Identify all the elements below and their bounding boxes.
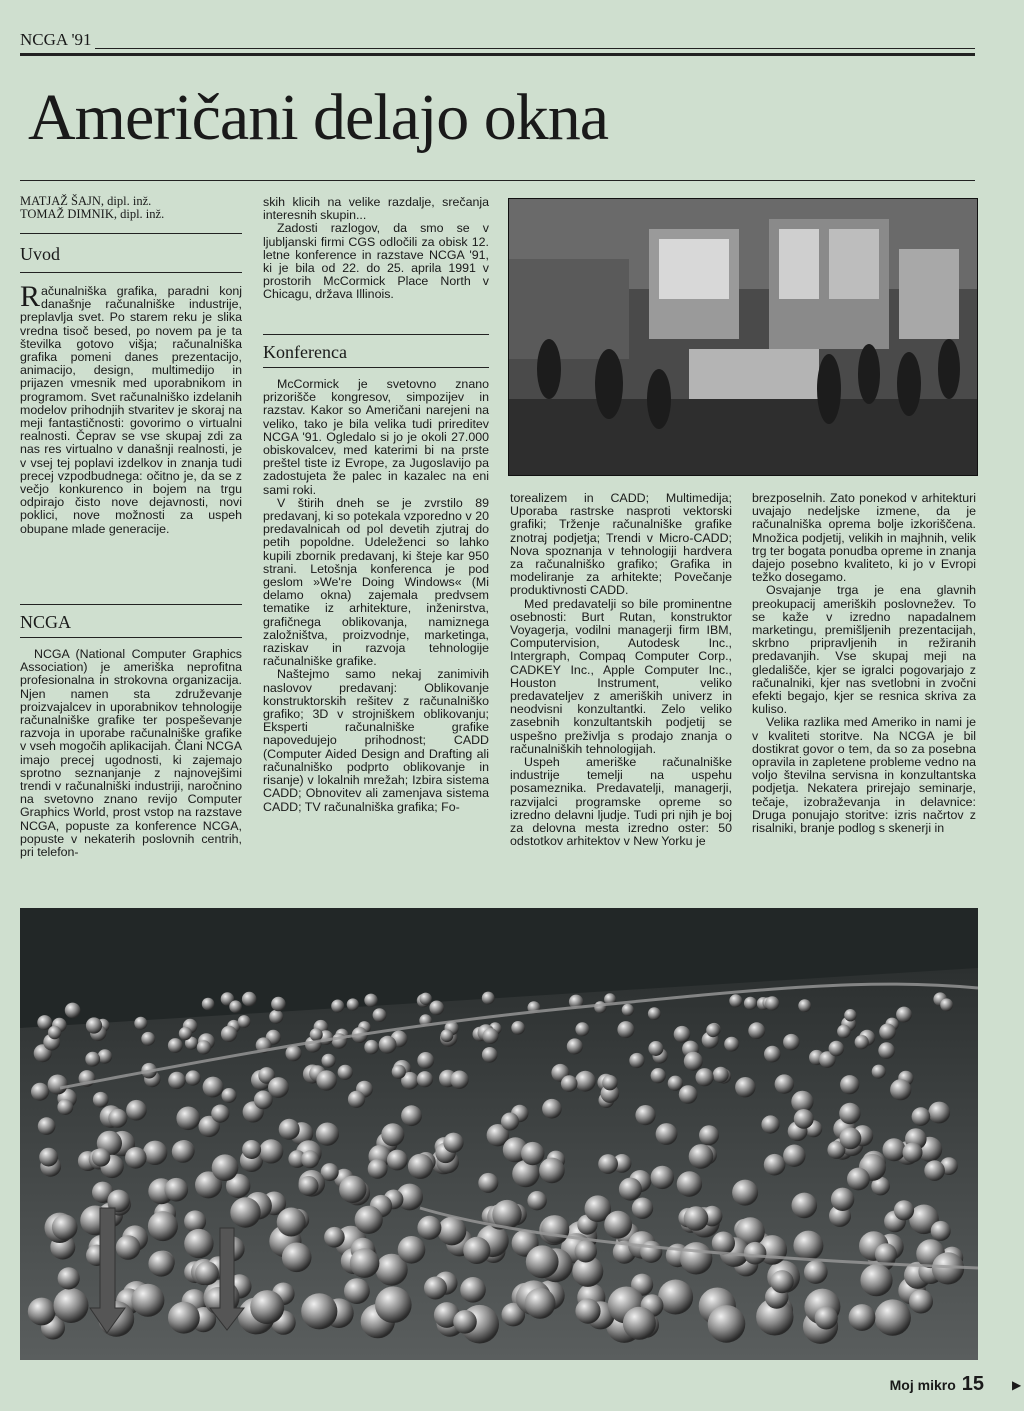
sphere-mark [108, 1109, 127, 1128]
sphere-mark [417, 1216, 441, 1240]
paragraph: V štirih dneh se je zvrstilo 89 predavanj, ki so potekala vzporedno v 20 predavalnicah od pol devetih zjutraj do petih popoldne. Udeleženci so lahko kupili zbornik predavanj, ki šteje kar 950 strani. Letošnja konferenca je pod geslom »We're Doing Windows« (Mi delamo okna) zajemala predvsem tematike iz arhitekture, inženirstva, grafičnega oblikovanja, namiznega založništva, proizvodnje, marketinga, raziskav in razvoja tehnologije računalniške grafike. [263, 495, 489, 669]
sphere-mark [771, 1270, 794, 1293]
sphere-mark [453, 1310, 477, 1334]
sphere-mark [92, 1148, 110, 1166]
sphere-mark [339, 1176, 366, 1203]
col2-body [263, 378, 489, 893]
sphere-mark [640, 1241, 662, 1263]
sphere-mark [764, 1046, 781, 1063]
sphere-mark [179, 1027, 192, 1040]
sphere-mark [350, 1248, 380, 1278]
sphere-mark [890, 1079, 911, 1100]
sphere-mark [539, 1158, 565, 1184]
sphere-mark [242, 992, 257, 1007]
city-model-drawing [20, 908, 978, 1360]
sphere-mark [501, 1113, 519, 1131]
sphere-mark [940, 998, 953, 1011]
article-title: Američani delajo okna [28, 81, 609, 154]
sphere-mark [116, 1235, 141, 1260]
sphere-mark [651, 1068, 666, 1083]
sphere-mark [126, 1100, 147, 1121]
section-rule [20, 272, 242, 273]
sphere-mark [794, 1109, 814, 1129]
sphere-mark [744, 1242, 767, 1265]
sphere-mark [541, 1215, 569, 1243]
drop-cap: R [20, 280, 41, 313]
sphere-mark [879, 1024, 896, 1041]
sphere-mark [420, 993, 432, 1005]
sphere-mark [912, 1107, 931, 1126]
sphere-mark [844, 1009, 856, 1021]
sphere-mark [355, 1206, 383, 1234]
sphere-mark [872, 1065, 886, 1079]
sphere-mark [648, 1041, 663, 1056]
sphere-mark [674, 1026, 691, 1043]
sphere-mark [417, 1052, 434, 1069]
sphere-mark [438, 1217, 467, 1246]
sphere-mark [463, 1237, 490, 1264]
sphere-mark [202, 998, 215, 1011]
paragraph: skih klicih na velike razdalje, srečanja interesnih skupin... [263, 195, 489, 223]
heading-uvod: Uvod [20, 244, 60, 264]
sphere-mark [364, 1040, 378, 1054]
sphere-mark [141, 1032, 155, 1046]
sphere-mark [301, 1293, 337, 1329]
sphere-mark [567, 1038, 583, 1054]
sphere-mark [732, 1180, 758, 1206]
sphere-mark [134, 1017, 147, 1030]
sphere-mark [598, 1154, 618, 1174]
sphere-mark [708, 1305, 746, 1343]
sphere-mark [429, 1001, 444, 1016]
sphere-mark [831, 1188, 854, 1211]
sphere-mark [54, 1288, 89, 1323]
header-rule-thick [20, 53, 975, 56]
sphere-mark [387, 1150, 408, 1171]
sphere-mark [197, 1040, 211, 1054]
section-rule [20, 637, 242, 638]
sphere-mark [575, 1022, 589, 1036]
paragraph: brezposelnih. Zato ponekod v arhitekturi uvajajo nedeljske izmene, da je računalniška oprema bolje izkoriščena. Množica podjetij, velikih in majhnih, velik trg ter bogata ponudba opreme in znanja dajejo posebno kvaliteto, ki jo v Evropi težko dosegamo. [752, 491, 976, 585]
sphere-mark [184, 1210, 206, 1232]
sphere-mark [878, 1042, 895, 1059]
sphere-mark [322, 1054, 336, 1068]
section-rule [263, 367, 489, 368]
ncga-paragraph: NCGA (National Computer Graphics Association) je ameriška neprofitna profesionalna in strokovna organizacija. Njen namen sta združevanje proizvajalcev in uporabnikov tehnologije računalniške grafike ter pospeševanje razvoja in uporabe računalniške grafike v vseh mogočih aplikacijah. Člani NCGA imajo precej ugodnosti, ki zajemajo sprotno seznanjanje z najnovejšimi trendi v računalniški industriji, naročnino na svetovno znano revijo Computer Graphics World, prost vstop na razstave NCGA, popuste za konference NCGA, popuste v nekaterih poslovnih centrih, pri telefon- [20, 647, 242, 860]
exhibition-photo [508, 198, 978, 476]
sphere-mark [324, 1227, 345, 1248]
sphere-mark [924, 1160, 945, 1181]
sphere-mark [316, 1070, 336, 1090]
sphere-mark [373, 1008, 387, 1022]
sphere-mark [143, 1141, 167, 1165]
continue-arrow-icon: ▶ [1012, 1378, 1022, 1392]
sphere-mark [85, 1052, 100, 1067]
sphere-mark [744, 997, 757, 1010]
sphere-mark [268, 1077, 289, 1098]
sphere-mark [815, 1306, 838, 1329]
sphere-mark [38, 1117, 56, 1135]
city-model-render [20, 908, 978, 1360]
sphere-mark [299, 1176, 319, 1196]
sphere-mark [651, 1166, 674, 1189]
header-rule [95, 48, 975, 49]
sphere-mark [125, 1147, 147, 1169]
paragraph: Velika razlika med Ameriko in nami je v kvaliteti storitve. Na NCGA je bil dostikrat govor o tem, da so za posebna opravila in zapletene probleme vedno na voljo številna servisna in konzultantska podjetja. Nekatera prirejajo seminarje, tečaje, izobraževanja in delavnice: Druga ponujajo storitve: izris načrtov z risalniki, branje podlog s skenerji in [752, 715, 976, 836]
sphere-mark [931, 1221, 951, 1241]
paragraph: Naštejmo samo nekaj zanimivih naslovov predavanj: Oblikovanje konstruktorskih rešitev z računalniško grafiko; 3D v strojniškem oblikovanju; Eksperti računalniške grafike napovedujejo prihodnost; CADD (Computer Aided Design and Drafting ali računalniško podprto oblikovanje in risanje) v lokalnih mrežah; Izbira sistema CADD; Obnovitev ali zamenjava sistema CADD; TV računalniška grafika; Fo- [263, 667, 489, 814]
col3-body [510, 492, 732, 892]
sphere-mark [230, 1197, 260, 1227]
sphere-mark [195, 1261, 219, 1285]
sphere-mark [331, 1000, 344, 1013]
sphere-mark [849, 1304, 876, 1331]
sphere-mark [184, 1229, 213, 1258]
sphere-mark [338, 1065, 353, 1080]
sphere-mark [793, 1231, 823, 1261]
sphere-mark [575, 1071, 596, 1092]
sphere-mark [212, 1154, 239, 1181]
paragraph: McCormick je svetovno znano prizorišče kongresov, simpozijev in razstav. Kakor so Američani narejeni na veliko, tako je bila velika tudi prireditev NCGA '91. Ogledalo si jo je okoli 27.000 obiskovalcev, med katerimi bi na prste preštel tiste iz Evrope, za Jugoslavijo pa zadostujeta že palec in kazalec na eni sami roki. [263, 377, 489, 497]
sphere-mark [883, 1138, 906, 1161]
sphere-mark [526, 1245, 559, 1278]
sphere-mark [185, 1070, 200, 1085]
sphere-mark [441, 1029, 454, 1042]
sphere-mark [148, 1211, 178, 1241]
sphere-mark [594, 1001, 606, 1013]
sphere-mark [148, 1251, 174, 1277]
sphere-mark [658, 1280, 693, 1315]
sphere-mark [282, 1243, 312, 1273]
sphere-mark [677, 1171, 702, 1196]
sphere-mark [424, 1277, 447, 1300]
sphere-mark [417, 1071, 433, 1087]
sphere-mark [31, 1083, 49, 1101]
exhibition-photo-drawing [509, 199, 977, 475]
sphere-mark [575, 1299, 600, 1324]
col4-body [752, 492, 976, 892]
section-rule [20, 604, 242, 605]
sphere-mark [229, 1000, 242, 1013]
sphere-mark [279, 1119, 300, 1140]
sphere-mark [478, 1173, 498, 1193]
sphere-mark [783, 1034, 799, 1050]
paragraph: Osvajanje trga je ena glavnih preokupacij ameriških poslovnežev. To se kaže v izredno napadalnem marketingu, premišljenih prezentacijah, skrbno pripravljenih in režiranih predavanjih. Vse skupaj meji na gledališče, kjer se igralci pogovarjajo z računalniki, kjer nas svetlobni in zvočni efekti begajo, kjer se resnica skriva za kuliso. [752, 583, 976, 717]
sphere-mark [798, 999, 811, 1012]
sphere-mark [840, 1128, 862, 1150]
sphere-mark [622, 1004, 634, 1016]
page-footer [890, 1373, 984, 1396]
sphere-mark [839, 1103, 860, 1124]
sphere-mark [221, 1026, 237, 1042]
sphere-mark [648, 1007, 661, 1020]
sphere-mark [668, 1076, 683, 1091]
sphere-mark [364, 994, 377, 1007]
sphere-mark [903, 1143, 923, 1163]
sphere-mark [301, 1150, 319, 1168]
sphere-mark [617, 1021, 634, 1038]
sphere-mark [792, 1193, 818, 1219]
sphere-mark [894, 1200, 914, 1220]
sphere-mark [381, 1123, 404, 1146]
sphere-mark [542, 1099, 562, 1119]
sphere-mark [86, 1017, 102, 1033]
sphere-mark [729, 994, 742, 1007]
sphere-mark [840, 1075, 859, 1094]
sphere-mark [238, 1015, 251, 1028]
sphere-mark [860, 1264, 892, 1296]
col2-top [263, 196, 489, 326]
section-rule [20, 233, 242, 234]
byline [20, 195, 242, 221]
sphere-mark [28, 1298, 56, 1326]
sphere-mark [561, 1075, 578, 1092]
sphere-mark [271, 997, 286, 1012]
sphere-mark [696, 1068, 714, 1086]
sphere-mark [259, 1139, 283, 1163]
sphere-mark [379, 1036, 397, 1054]
sphere-mark [392, 1065, 406, 1079]
intro-paragraph: ačunalniška grafika, paradni konj današnje računalniške industrije, preplavlja svet. Po starem reku je slika vredna tisoč besed, po novem pa je ta številka gotovo višja; računalniška grafika pomeni danes prezentacijo, animacijo, design, multimedijo in prijazen vmesnik med uporabnikom in programom. Svet računalniško izdelanih modelov prihodnjih stvaritev je skoraj na meji fantastičnosti: govorimo o virtualni realnosti. Čeprav se vse skupaj zdi za nas res virtualno v današnji realnosti, je v vsej tej poplavi izdelkov in znanja tudi precej vzpodbudnega: očitno je, da se z večjo konkurenco in bojem na trgu odpirajo čisto nove dejavnosti, novi poklici, nove možnosti za uspeh obupane mlade generacije. [20, 284, 242, 536]
paragraph: Zadosti razlogov, da smo se v ljubljanski firmi CGS odločili za obisk 12. letne konference in razstave NCGA '91, ki je bila od 22. do 25. aprila 1991 v prostorih McCormick Place North v Chicagu, država Illinois. [263, 221, 489, 302]
sphere-mark [39, 1148, 58, 1167]
sphere-mark [172, 1140, 194, 1162]
paragraph: Med predavatelji so bile prominentne osebnosti: Burt Rutan, konstruktor Voyagerja, vodilni managerji firm IBM, Computervision, Autodesk Inc., Intergraph, Compaq Computer Corp., CADKEY Inc., Apple Computer Inc., Houston Instrument, veliko predavateljev z ameriških univerz in neodvisni konzultantki. Zelo veliko zasebnih konzultantskih podjetij se uspešno preživlja s prodajo znanja o računalniških tehnologijah. [510, 596, 732, 756]
sphere-mark [623, 1307, 656, 1340]
sphere-mark [222, 1088, 237, 1103]
sphere-mark [765, 996, 779, 1010]
sphere-mark [348, 1091, 365, 1108]
sphere-mark [57, 1099, 73, 1115]
sphere-mark [37, 1015, 52, 1030]
sphere-mark [632, 1198, 653, 1219]
sphere-mark [511, 1021, 525, 1035]
heading-konferenca: Konferenca [263, 342, 347, 362]
sphere-mark [713, 1067, 729, 1083]
sphere-mark [909, 1290, 933, 1314]
paragraph: torealizem in CADD; Multimedija; Uporaba rastrske nasproti vektorski grafiki; Trženje računalniške grafike znotraj podjetja; Trendi v Micro-CADD; Nova spoznanja v tehnologiji hardvera za računalniško grafiko; Grafika in modeliranje za arhitekte; Povečanje produktivnosti CADD. [510, 491, 732, 598]
sphere-mark [575, 1240, 597, 1262]
sphere-mark [680, 1242, 712, 1274]
sphere-mark [689, 1144, 714, 1169]
sphere-mark [203, 1077, 224, 1098]
sphere-mark [837, 1025, 851, 1039]
sphere-mark [629, 1053, 644, 1068]
sphere-mark [635, 1105, 655, 1125]
sphere-mark [804, 1260, 828, 1284]
sphere-mark [344, 1278, 370, 1304]
sphere-mark [168, 1302, 200, 1334]
sphere-mark [269, 1010, 283, 1024]
sphere-mark [398, 1236, 426, 1264]
paragraph: Uspeh ameriške računalniške industrije temelji na uspehu posameznika. Predavatelji, managerji, razvijalci programske opreme so izredno delavni ljudje. Tudi pri njih je boj za delovna mesta izredno oster: 50 odstotkov arhitektov v New Yorku je [510, 755, 732, 849]
sphere-mark [443, 1133, 463, 1153]
sphere-mark [450, 1071, 468, 1089]
sphere-mark [310, 1028, 323, 1041]
sphere-mark [165, 1178, 189, 1202]
sphere-mark [131, 1284, 164, 1317]
author-2: TOMAŽ DIMNIK, dipl. inž. [20, 207, 165, 221]
sphere-mark [679, 1085, 698, 1104]
sphere-mark [52, 1215, 78, 1241]
author-1: MATJAŽ ŠAJN, dipl. inž. [20, 194, 152, 208]
sphere-mark [482, 992, 495, 1005]
magazine-name: Moj mikro [889, 1377, 956, 1393]
sphere-mark [242, 1140, 261, 1159]
sphere-mark [460, 1277, 486, 1303]
sphere-mark [928, 1102, 950, 1124]
sphere-mark [98, 1049, 112, 1063]
sphere-mark [847, 1168, 870, 1191]
sphere-mark [375, 1286, 412, 1323]
sphere-mark [408, 1154, 433, 1179]
sphere-mark [525, 1288, 556, 1319]
sphere-mark [783, 1145, 805, 1167]
running-head: NCGA '91 [20, 30, 92, 49]
sphere-mark [699, 1125, 719, 1145]
sphere-mark [368, 1159, 388, 1179]
sphere-mark [684, 1206, 709, 1231]
sphere-mark [706, 1023, 720, 1037]
sphere-mark [176, 1107, 200, 1131]
sphere-mark [604, 1211, 632, 1239]
sphere-mark [527, 1191, 546, 1210]
sphere-mark [168, 1072, 185, 1089]
sphere-mark [58, 1267, 80, 1289]
sphere-mark [875, 1299, 911, 1335]
section-rule [263, 334, 489, 335]
sphere-mark [277, 1208, 306, 1237]
sphere-mark [829, 1041, 844, 1056]
sphere-mark [896, 1007, 912, 1023]
sphere-mark [483, 1028, 499, 1044]
sphere-mark [316, 1123, 339, 1146]
sphere-mark [48, 1075, 68, 1095]
sphere-mark [748, 1022, 765, 1039]
ncga-text-block [20, 648, 242, 893]
sphere-mark [250, 1290, 284, 1324]
sphere-mark [211, 1105, 229, 1123]
sphere-mark [48, 1026, 61, 1039]
sphere-mark [401, 1105, 422, 1126]
sphere-mark [761, 1115, 779, 1133]
sphere-mark [775, 1074, 794, 1093]
sphere-mark [482, 1047, 498, 1063]
sphere-mark [168, 1038, 183, 1053]
sphere-mark [521, 1142, 544, 1165]
page-number: 15 [961, 1373, 984, 1395]
sphere-mark [619, 1178, 642, 1201]
intro-text-block [20, 280, 242, 595]
sphere-mark [93, 1092, 109, 1108]
title-rule [20, 180, 975, 181]
heading-ncga: NCGA [20, 612, 72, 632]
sphere-mark [855, 1035, 869, 1049]
sphere-mark [65, 1003, 81, 1019]
sphere-mark [764, 1154, 786, 1176]
sphere-mark [347, 998, 359, 1010]
sphere-mark [684, 1052, 703, 1071]
sphere-mark [735, 1077, 755, 1097]
sphere-mark [656, 1123, 678, 1145]
sphere-mark [602, 1075, 617, 1090]
sphere-mark [724, 1037, 739, 1052]
